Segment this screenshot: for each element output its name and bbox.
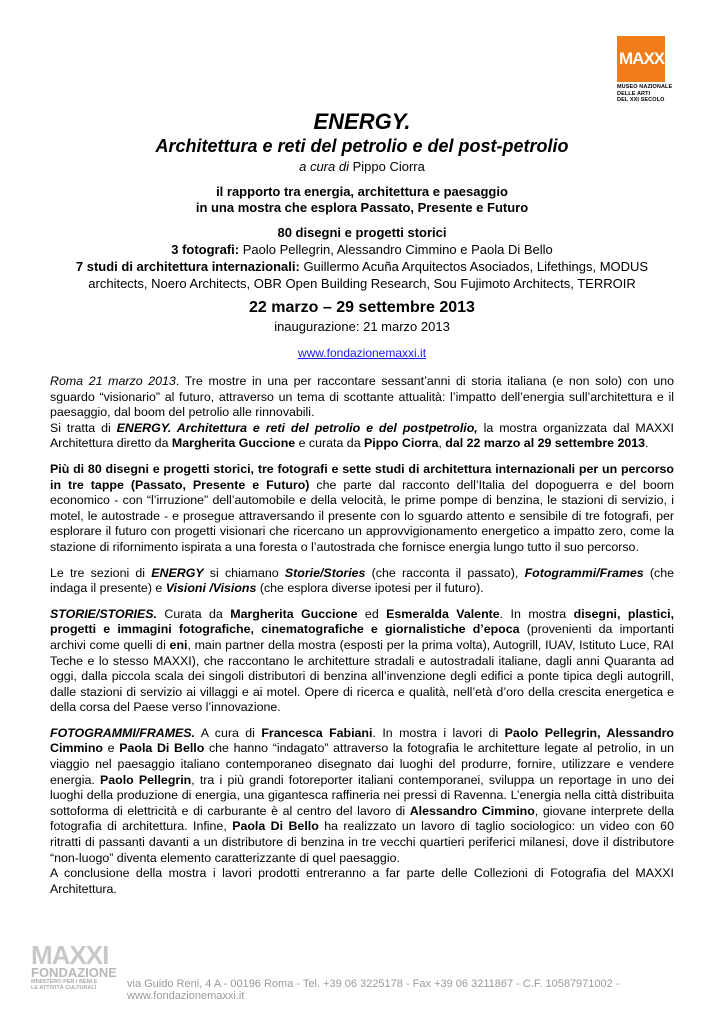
text-span: ed bbox=[357, 606, 387, 621]
text-span: Margherita Guccione bbox=[230, 606, 358, 621]
text-span: A cura di bbox=[195, 725, 262, 740]
summary-drawings: 80 disegni e progetti storici bbox=[277, 225, 447, 240]
text-span: ha realizzato un lavoro di taglio sociologico: un video con 60 ritratti di passanti davanti a un distributore di benzina in tre vecchi quartieri periferici milanesi, dove il distributore “non-luogo” diventa elemento caratterizzante di quel paesaggio. bbox=[50, 819, 674, 865]
text-span: che hanno “indagato” attraverso la fotografia le architetture legate al petrolio, in un viaggio nel paesaggio italiano contemporaneo disegnato dai luoghi del produrre, fornire, utilizzare e vendere energia. bbox=[50, 741, 674, 787]
summary-photographers-label: 3 fotografi: bbox=[171, 242, 240, 257]
summary-photographers: Paolo Pellegrin, Alessandro Cimmino e Paola Di Bello bbox=[242, 242, 553, 257]
text-span: (che esplora diverse ipotesi per il futuro). bbox=[256, 581, 484, 596]
tagline-line-1: il rapporto tra energia, architettura e paesaggio bbox=[216, 184, 508, 199]
text-span: . In mostra i lavori di bbox=[372, 725, 505, 740]
text-span: ENERGY. Architettura e reti del petrolio e del postpetrolio, bbox=[116, 420, 478, 435]
text-span: Paolo Pellegrin, Alessandro Cimmino bbox=[50, 725, 674, 756]
doc-subtitle: Architettura e reti del petrolio e del post-petrolio bbox=[155, 136, 569, 156]
curator-name: Pippo Ciorra bbox=[352, 159, 425, 174]
curator-line bbox=[50, 159, 674, 174]
text-span: si chiamano bbox=[203, 565, 285, 580]
paragraph-intro bbox=[50, 374, 674, 452]
curator-prefix: a cura di bbox=[299, 159, 349, 174]
website-link[interactable]: www.fondazionemaxxi.it bbox=[297, 346, 427, 360]
website-line bbox=[50, 346, 674, 360]
exhibit-summary bbox=[50, 224, 674, 292]
section-title-frames: FOTOGRAMMI/FRAMES. bbox=[50, 725, 196, 740]
text-span: e curata da bbox=[295, 436, 365, 451]
exhibit-dates: 22 marzo – 29 settembre 2013 bbox=[249, 299, 475, 316]
press-date: Roma 21 marzo 2013 bbox=[50, 374, 176, 388]
text-span: . In mostra bbox=[499, 606, 574, 621]
text-span: Paolo Pellegrin bbox=[99, 772, 192, 787]
text-span: eni bbox=[169, 637, 188, 652]
text-span: e bbox=[103, 741, 120, 756]
text-span: Storie/Stories bbox=[284, 565, 366, 580]
text-span: (provenienti da importanti archivi come quelli di bbox=[50, 622, 674, 652]
footer-logo-ministry-2: LE ATTIVITÀ CULTURALI bbox=[31, 985, 97, 991]
text-span: A conclusione della mostra i lavori prodotti entreranno a far parte delle Collezioni di Fotografia del MAXXI Architettura. bbox=[50, 866, 674, 896]
doc-title: ENERGY. bbox=[313, 109, 411, 134]
maxxi-logo bbox=[617, 36, 697, 104]
footer-logo-mark: MAXXI bbox=[31, 940, 109, 970]
text-span: Francesca Fabiani bbox=[261, 725, 373, 740]
text-span: (che indaga il presente) e bbox=[50, 565, 674, 596]
footer-logo-fondazione: FONDAZIONE bbox=[31, 965, 117, 980]
maxxi-logo-mark bbox=[617, 36, 668, 82]
text-span: ENERGY bbox=[151, 565, 204, 580]
footer-logo-ministry-1: MINISTERO PER I BENI E bbox=[31, 979, 98, 985]
text-span: , tra i più grandi fotoreporter italiani contemporanei, sviluppa un reportage in uno dei luoghi della produzione di energia, una gigantesca raffineria nei pressi di Ravenna. L’energia nella città distribuita sottoforma di elettricità e di carburante è al centro del lavoro di bbox=[50, 772, 674, 818]
text-span: , main partner della mostra (esposti per la prima volta), Autogrill, IUAV, Istituto Luce, RAI Teche e lo stesso MAXXI), che raccontano le architetture stradali e autostradali italiane, dagli anni Quaranta ad oggi, dalla piccola scala dei singoli distributori di benzina all’invenzione degli edifici a ponte tipica degli autogrill, dalle stazioni di servizio ai villaggi e ai motel. Opere di ricerca e qualità, nell’età d’oro della crescita energetica e della corsa del Paese verso l’innovazione. bbox=[50, 637, 674, 715]
text-span: Le tre sezioni di bbox=[50, 565, 152, 580]
text-span: , bbox=[438, 436, 446, 451]
paragraph-stories bbox=[50, 607, 674, 716]
inauguration-date: inaugurazione: 21 marzo 2013 bbox=[274, 319, 450, 334]
tagline-line-2: in una mostra che esplora Passato, Presente e Futuro bbox=[195, 200, 529, 215]
section-title-stories: STORIE/STORIES. bbox=[50, 606, 157, 621]
summary-studios-label: 7 studi di architettura internazionali: bbox=[75, 259, 300, 274]
summary-studios: Guillermo Acuña Arquitectos Asociados, Lifethings, MODUS architects, Noero Architects, OBR Open Building Research, Sou Fujimoto Architects, TERROIR bbox=[88, 259, 649, 291]
fondazione-logo bbox=[31, 940, 121, 991]
paragraph-frames bbox=[50, 726, 674, 898]
text-span: . bbox=[645, 436, 649, 451]
text-span: (che racconta il passato), bbox=[365, 565, 525, 580]
text-span: , giovane interprete della fotografia di architettura. Infine, bbox=[50, 803, 674, 834]
text-span: Paola Di Bello bbox=[119, 741, 205, 756]
paragraph-overview bbox=[50, 462, 674, 556]
text-span: Visioni /Visions bbox=[165, 581, 257, 596]
text-span: disegni, plastici, progetti e immagini fotografiche, cinematografiche e giornalistiche d’epoca bbox=[50, 606, 675, 637]
logo-sub-line: MUSEO NAZIONALE bbox=[617, 84, 673, 90]
logo-sub-line: DEL XXI SECOLO bbox=[617, 97, 665, 103]
tagline bbox=[50, 184, 674, 216]
footer-address: via Guido Reni, 4 A - 00196 Roma - Tel. +39 06 3225178 - Fax +39 06 3211867 - C.F. 10587971002 - www.fondazionemaxxi.it bbox=[127, 978, 620, 1002]
text-span: Alessandro Cimmino bbox=[409, 803, 535, 818]
logo-mark-text: MAXXI bbox=[619, 49, 668, 68]
text-span: dal 22 marzo al 29 settembre 2013 bbox=[445, 436, 646, 451]
text-span: la mostra organizzata dal MAXXI Architettura diretto da bbox=[50, 420, 674, 451]
text-span: Pippo Ciorra bbox=[364, 436, 439, 451]
logo-sub-line: DELLE ARTI bbox=[617, 90, 651, 97]
text-span: Fotogrammi/Frames bbox=[524, 565, 644, 580]
text-span: Si tratta di bbox=[50, 420, 117, 435]
text-span: Paola Di Bello bbox=[232, 819, 319, 834]
logo-subtitle bbox=[617, 84, 697, 104]
body-text bbox=[50, 374, 674, 907]
text-span: Esmeralda Valente bbox=[386, 606, 500, 621]
paragraph-sections bbox=[50, 566, 674, 597]
text-span: Margherita Guccione bbox=[171, 436, 296, 451]
text-span: . Tre mostre in una per raccontare sessant’anni di storia italiana (e non solo) con uno sguardo “visionario” al futuro, attraverso un tema di scottante attualità: l’impatto dell’energia sull’architettura e il paesaggio, dal boom del petrolio alle rinnovabili. bbox=[50, 374, 674, 420]
text-span: che parte dal racconto dell’Italia del dopoguerra e del boom economico - con “l’irruzione” dell’automobile e della velocità, le prime pompe di benzina, le stazioni di servizio, i motel, le autostrade - e prosegue attraversando il presente con lo sguardo attento e sensibile di tre fotografi, per esplorare il futuro con progetti visionari che ricercano un approvvigionamento energetico a impatto zero, come la stazione di rifornimento ispirata a una foresta o l’autostrada che fornisce energia lungo tutto il suo percorso. bbox=[50, 477, 674, 554]
text-span: Più di 80 disegni e progetti storici, tre fotografi e sette studi di architettura internazionali per un percorso in tre tappe (Passato, Presente e Futuro) bbox=[50, 461, 674, 492]
text-span: Curata da bbox=[156, 606, 231, 621]
